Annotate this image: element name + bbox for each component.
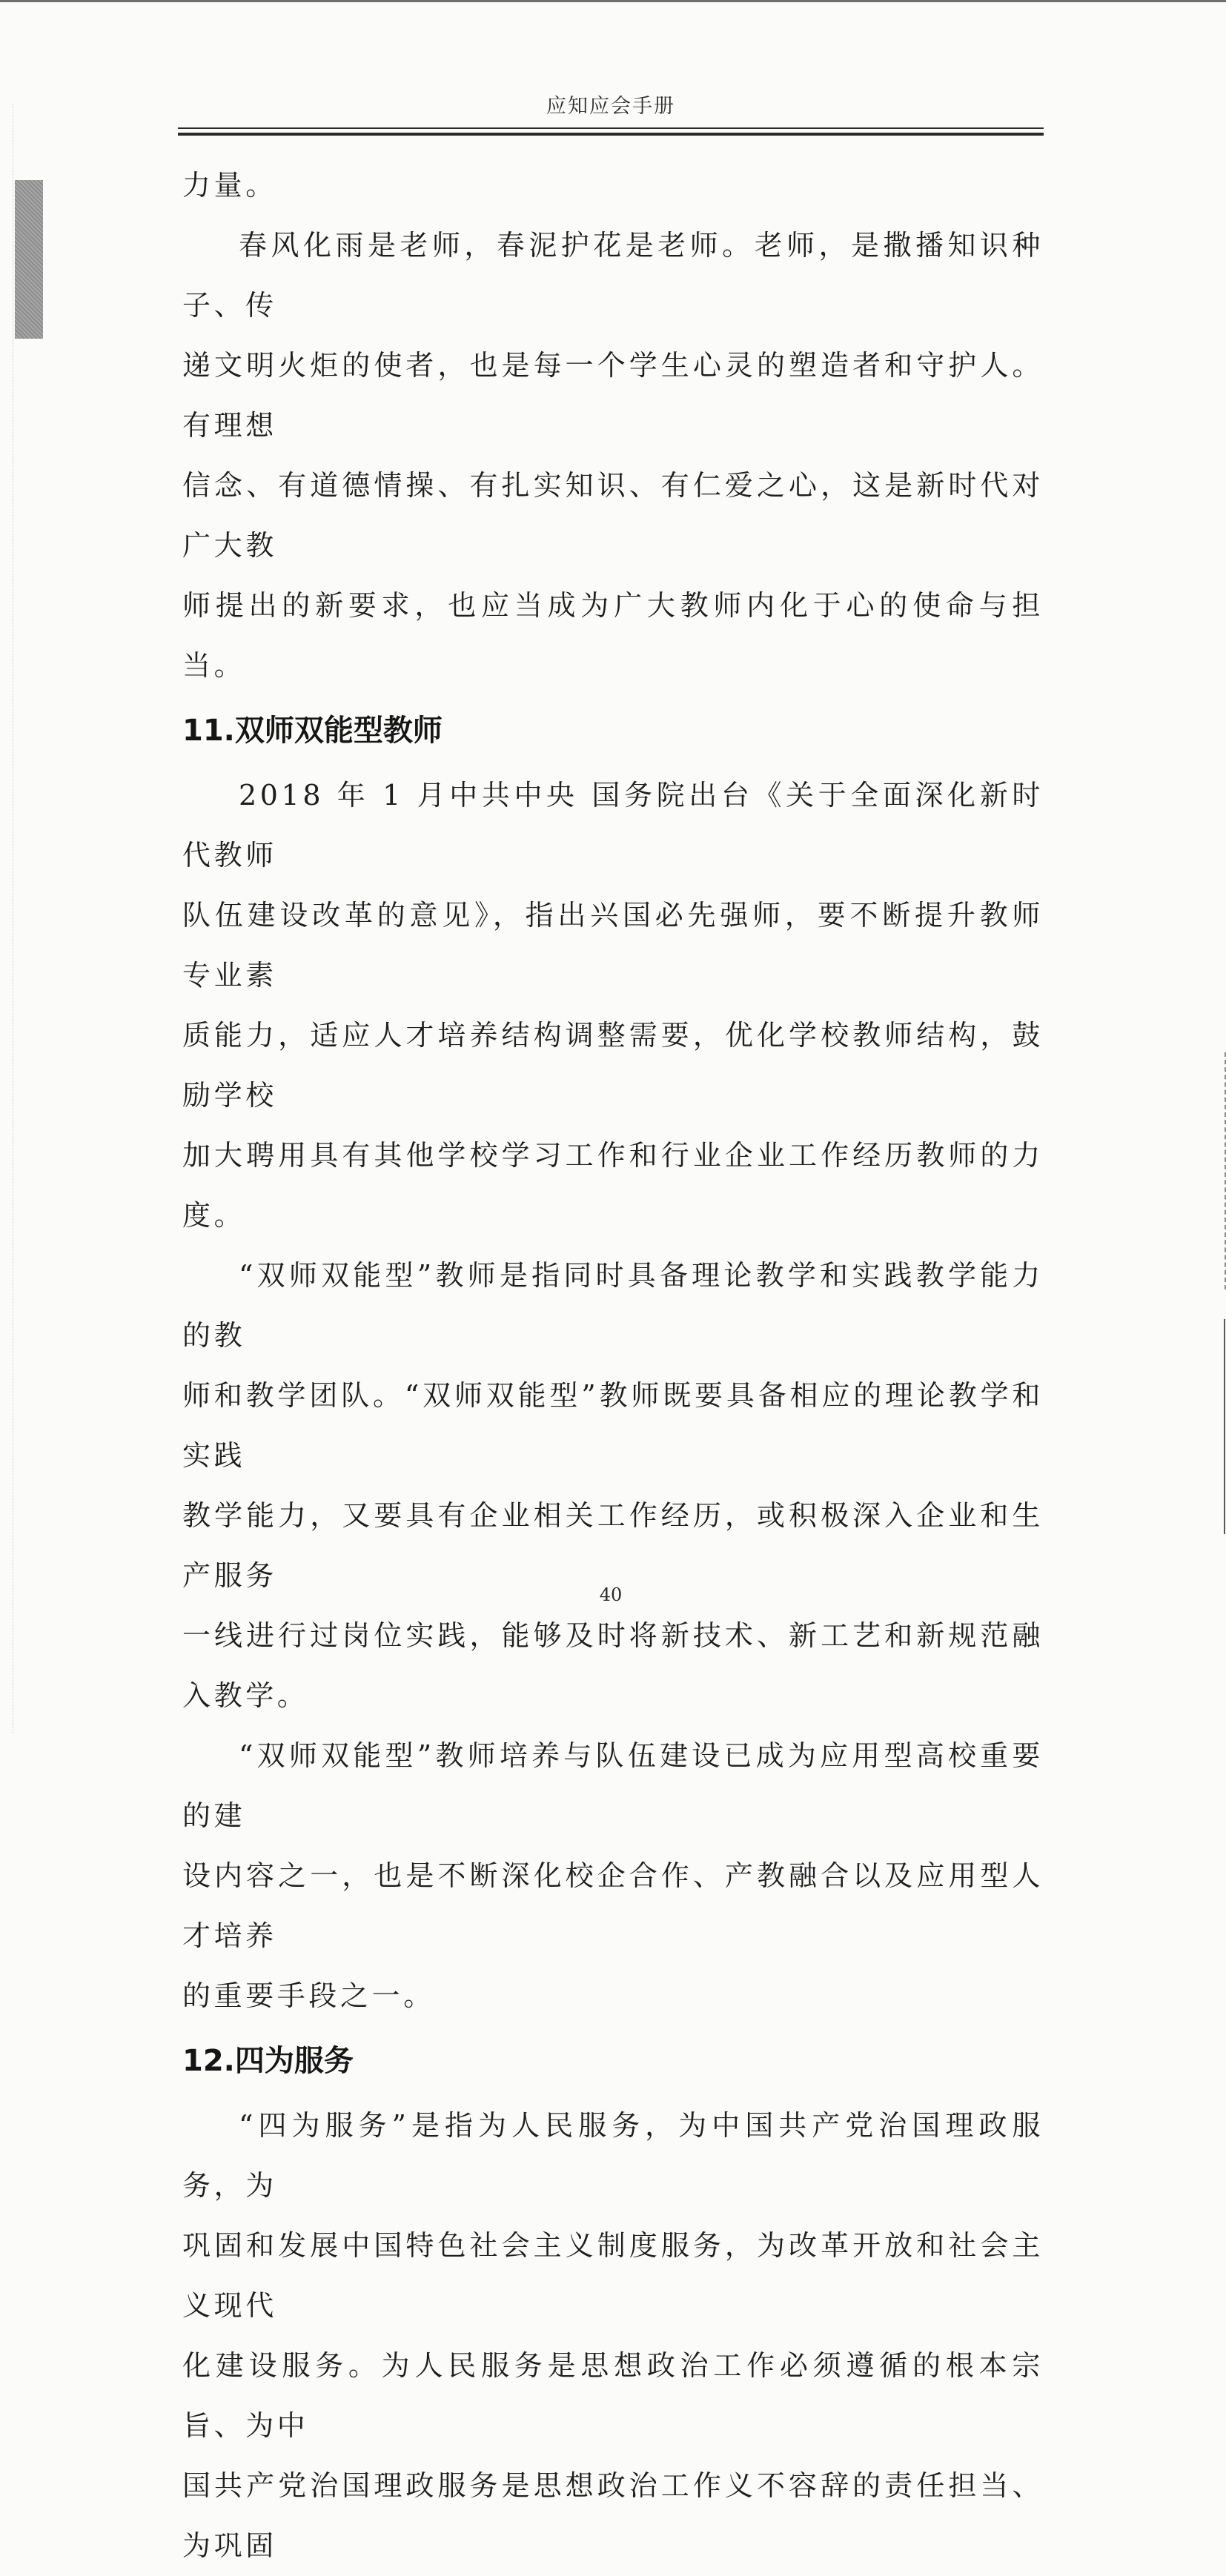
paragraph-four-services: “四为服务”是指为人民服务，为中国共产党治国理政服务，为 巩固和发展中国特色社会主义制度服务，为改革开放和社会主义现代 化建设服务。为人民服务是思想政治工作必须遵循的根本宗旨、为中 国共产党治国理政服务是思想政治工作义不容辞的责任担当、为巩固 <box>182 2109 1044 2562</box>
section-heading-11: 11.双师双能型教师 <box>182 714 443 748</box>
header-rule-thick <box>178 133 1044 136</box>
scan-edge-line <box>0 0 1226 2</box>
header-rule-thin <box>178 127 1044 129</box>
paragraph-dual-teacher-definition: “双师双能型”教师是指同时具备理论教学和实践教学能力的教 师和教学团队。“双师双能型”教师既要具备相应的理论教学和实践 教学能力，又要具有企业相关工作经历，或积极深入企业和生产服务 一线进行过岗位实践，能够及时将新技术、新工艺和新规范融入教学。 <box>182 1259 1044 1712</box>
paragraph-dual-teacher-importance: “双师双能型”教师培养与队伍建设已成为应用型高校重要的建 设内容之一，也是不断深化校企合作、产教融合以及应用型人才培养 的重要手段之一。 <box>182 1739 1044 2012</box>
running-header: 应知应会手册 <box>546 95 675 118</box>
page-number: 40 <box>599 1584 623 1605</box>
binding-tab-mark <box>15 180 43 339</box>
paragraph-continuation: 力量。 <box>182 169 277 202</box>
section-heading-12: 12.四为服务 <box>182 2044 354 2078</box>
paragraph-policy-2018: 2018 年 1 月中共中央 国务院出台《关于全面深化新时代教师 队伍建设改革的意见》，指出兴国必先强师，要不断提升教师专业素 质能力，适应人才培养结构调整需要，优化学校教师结构，鼓励学校 加大聘用具有其他学校学习工作和行业企业工作经历教师的力度。 <box>182 779 1044 1232</box>
right-margin-scan-line <box>1224 1319 1225 1534</box>
page-body <box>182 156 1044 2576</box>
paragraph-teacher-role: 春风化雨是老师，春泥护花是老师。老师，是撒播知识种子、传 递文明火炬的使者，也是每一个学生心灵的塑造者和守护人。有理想 信念、有道德情操、有扎实知识、有仁爱之心，这是新时代对广大教 师提出的新要求，也应当成为广大教师内化于心的使命与担当。 <box>182 229 1044 682</box>
